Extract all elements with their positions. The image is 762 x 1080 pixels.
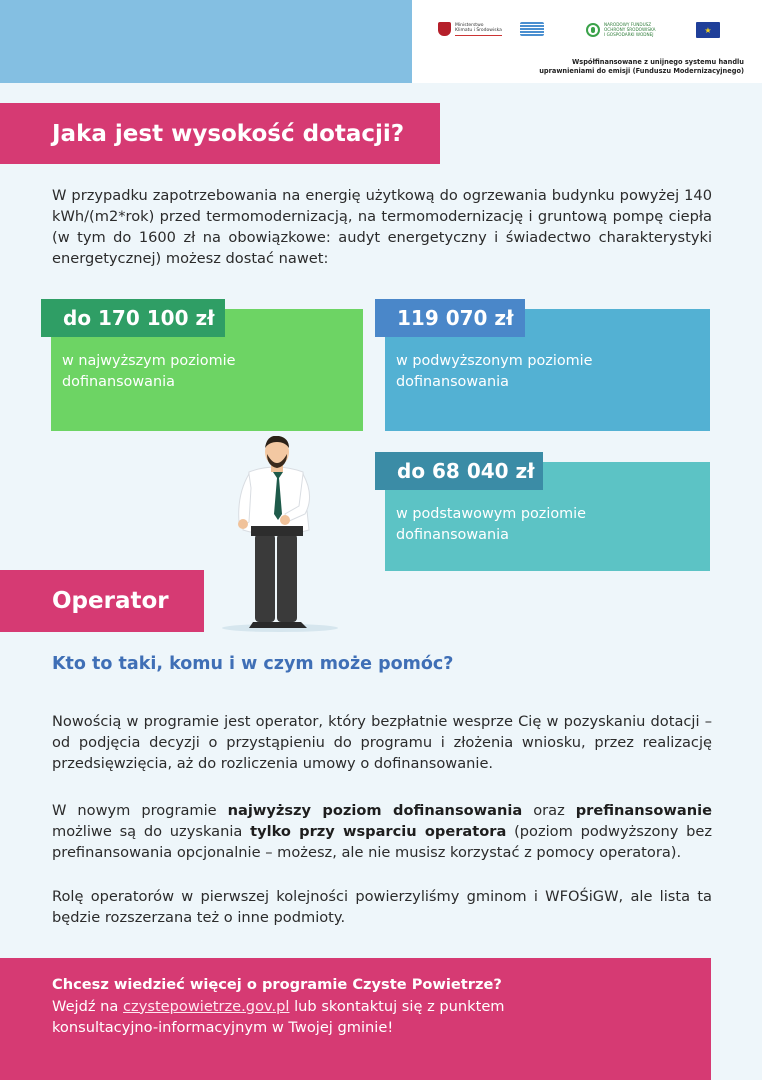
operator-paragraph-2	[52, 800, 712, 863]
operator-subtitle: Kto to taki, komu i w czym może pomóc?	[52, 654, 454, 674]
p2-emphasis-highest-level: najwyższy poziom dofinansowania	[227, 802, 523, 819]
ministry-logo	[438, 22, 502, 36]
grant-card-desc-line2: dofinansowania	[396, 374, 509, 390]
eu-flag-icon: ★	[696, 22, 720, 38]
section-title-operator: Operator	[0, 570, 204, 632]
p2-emphasis-prefinancing: prefinansowanie	[575, 802, 713, 819]
p2-text: (poziom podwyższony bez prefinansowania opcjonalnie – możesz, ale nie musisz korzystać z pomocy operatora).	[52, 823, 712, 861]
footer-line-1	[52, 996, 691, 1018]
website-link[interactable]: czystepowietrze.gov.pl	[123, 997, 290, 1015]
nfos-line1: NARODOWY FUNDUSZ	[604, 22, 652, 27]
grant-amount-tag: do 170 100 zł	[41, 299, 225, 337]
footer-text: lub skontaktuj się z punktem	[289, 997, 505, 1015]
header-blue-band	[0, 0, 412, 83]
cofinance-note	[514, 58, 744, 76]
footer-title: Chcesz wiedzieć więcej o programie Czyste Powietrze?	[52, 976, 502, 993]
p2-text: oraz	[522, 802, 576, 819]
grant-amount-tag: 119 070 zł	[375, 299, 525, 337]
nfos-line2: OCHRONY ŚRODOWISKA	[604, 27, 656, 32]
ministry-name-line2: Klimatu i Środowiska	[455, 28, 502, 33]
grant-amount-tag: do 68 040 zł	[375, 452, 543, 490]
footer-cta	[0, 958, 711, 1080]
nfosigw-logo	[586, 22, 656, 37]
grant-card-desc-line2: dofinansowania	[396, 527, 509, 543]
intro-paragraph: W przypadku zapotrzebowania na energię użytkową do ogrzewania budynku powyżej 140 kWh/(m2*rok) przed termomodernizacją, na termomodernizację i gruntową pompę ciepła (w tym do 1600 zł na obowiązkowe: audyt energetyczny i świadectwo charakterystyki energetycznej) możesz dostać nawet:	[52, 187, 712, 267]
nfosigw-emblem-icon	[586, 23, 600, 37]
cofinance-line1: Współfinansowane z unijnego systemu handlu	[572, 58, 744, 66]
footer-line-2: konsultacyjno-informacyjnym w Twojej gminie!	[52, 1019, 394, 1036]
czyste-powietrze-logo	[520, 22, 544, 36]
businessman-illustration	[215, 436, 345, 634]
operator-paragraph-3: Rolę operatorów w pierwszej kolejności powierzyliśmy gminom i WFOŚiGW, ale lista ta będzie rozszerzana też o inne podmioty.	[52, 888, 712, 926]
grant-card-desc-line2: dofinansowania	[62, 374, 175, 390]
grant-card-desc-line1: w podstawowym poziomie	[396, 506, 586, 522]
grant-card-desc-line1: w podwyższonym poziomie	[396, 353, 593, 369]
czyste-powietrze-logo-icon	[520, 22, 544, 36]
ministry-name-line1: Ministerstwo	[455, 22, 484, 28]
nfos-line3: I GOSPODARKI WODNEJ	[604, 32, 654, 37]
cofinance-line2: uprawnieniami do emisji (Funduszu Modernizacyjnego)	[539, 67, 744, 75]
p2-text: możliwe są do uzyskania	[52, 823, 251, 840]
grant-card-desc-line1: w najwyższym poziomie	[62, 353, 236, 369]
p2-emphasis-operator-only: tylko przy wsparciu operatora	[250, 823, 507, 840]
footer-text: Wejdź na	[52, 997, 124, 1015]
p2-text: W nowym programie	[52, 802, 228, 819]
eagle-emblem-icon	[438, 22, 451, 36]
section-title-grant: Jaka jest wysokość dotacji?	[0, 103, 440, 164]
operator-paragraph-1: Nowością w programie jest operator, który bezpłatnie wesprze Cię w pozyskaniu dotacji – od podjęcia decyzji o przystąpieniu do programu i złożenia wniosku, przez realizację przedsięwzięcia, aż do rozliczenia umowy o dofinansowanie.	[52, 713, 712, 772]
